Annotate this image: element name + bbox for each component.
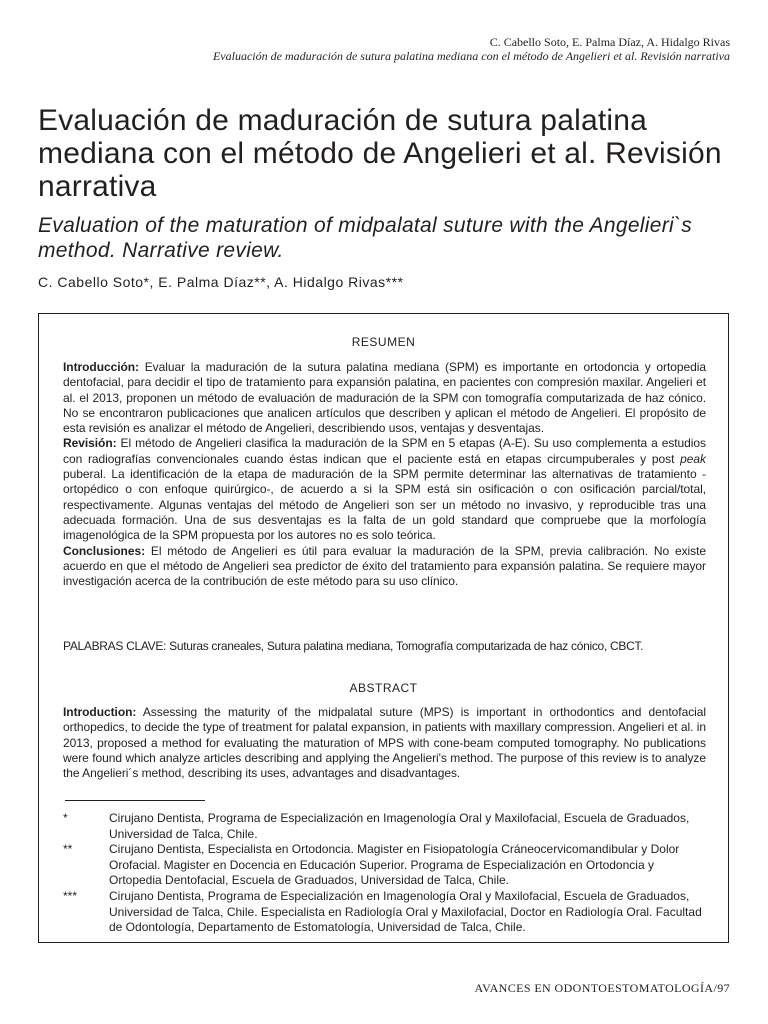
conclusions-label: Conclusiones: (63, 543, 146, 558)
intro-text: Evaluar la maduración de la sutura palatina mediana (SPM) es importante en ortodoncia y ortopedia dentofacial, para decidir el tipo de tratamiento para expansión palatina, en pacientes con compresión maxilar. Angelieri et al. el 2013, proponen un método de evaluación de maduración de la SPM con tomografía computarizada de haz cónico. No se encontraron publicaciones que analicen artículos que describen y aplican el método de Angelieri. El propósito de esta revisión es analizar el método de Angelieri, describiendo usos, ventajas y desventajas. (63, 360, 706, 436)
abstract-heading: ABSTRACT (349, 681, 418, 695)
footnote-1-mark: * (63, 811, 68, 825)
abstract-body (63, 705, 706, 781)
footnote-1-text: Cirujano Dentista, Programa de Especialización en Imagenología Oral y Maxilofacial, Escuela de Graduados, Universidad de Talca, Chile. (109, 811, 690, 841)
review-text-a: El método de Angelieri clasifica la maduración de la SPM en 5 etapas (A-E). Su uso complementa a estudios con radiografías convencionales cuando éstas indican que el paciente está en etapas circumpuberales y post (63, 436, 706, 466)
keywords-label: PALABRAS CLAVE: (63, 639, 167, 653)
page-footer: AVANCES EN ODONTOESTOMATOLOGÍA/97 (474, 981, 730, 995)
conclusions-text: El método de Angelieri es útil para evaluar la maduración de la SPM, previa calibración. No existe acuerdo en que el método de Angelieri sea predictor de éxito del tratamiento para expansión palatina. Se requiere mayor investigación acerca de la contribución de este método para su uso clínico. (63, 543, 706, 589)
author-list: C. Cabello Soto*, E. Palma Díaz**, A. Hidalgo Rivas*** (38, 274, 404, 290)
abstract-intro-text: Assessing the maturity of the midpalatal suture (MPS) is important in orthodontics and dentofacial orthopedics, to decide the type of treatment for palatal expansion, in patients with maxillary compression. Angelieri et al. in 2013, proposed a method for evaluating the maturation of MPS with cone-beam computed tomography. No publications were found which analyze articles describing and applying the Angelieri's method. The purpose of this review is to analyze the Angelieri´s method, describing its uses, advantages and disadvantages. (63, 705, 706, 781)
resumen-body (63, 360, 706, 589)
resumen-heading: RESUMEN (351, 335, 416, 349)
article-subtitle: Evaluation of the maturation of midpalatal suture with the Angelieri`s method. Narrative review. (38, 214, 693, 262)
keywords-text: Suturas craneales, Sutura palatina mediana, Tomografía computarizada de haz cónico, CBCT. (166, 639, 644, 653)
footnote-divider (65, 800, 205, 801)
article-title: Evaluación de maduración de sutura palatina mediana con el método de Angelieri et al. Revisión narrativa (38, 104, 722, 203)
footnote-2-text: Cirujano Dentista, Especialista en Ortodoncia. Magister en Fisiopatología Cráneocervicomandibular y Dolor Orofacial. Magister en Docencia en Educación Superior. Programa de Especialización en Ortodoncia y Ortopedia Dentofacial, Escuela de Graduados, Universidad de Talca, Chile. (109, 842, 680, 887)
running-head (213, 35, 730, 63)
running-head-title: Evaluación de maduración de sutura palatina mediana con el método de Angelieri et al. Revisión narrativa (212, 49, 730, 63)
intro-label: Introducción: (63, 360, 140, 374)
review-text-b: puberal. La identificación de la etapa de maduración de la SPM permite determinar las alternativas de tratamiento -ortopédico o con enfoque quirúrgico-, de acuerdo a si la SPM está sin osificación o con osificación parcial/total, respectivamente. Algunas ventajas del método de Angelieri son ser un método no invasivo, y reproducible tras una adecuada formación. Una de sus desventajas es la falta de un gold standard que compruebe que la morfología imagenológica de la SPM propuesta por los autores no es solo teórica. (63, 467, 706, 543)
review-label: Revisión: (63, 436, 117, 451)
footnote-2-mark: ** (63, 842, 73, 856)
footnote-3-text: Cirujano Dentista, Programa de Especialización en Imagenología Oral y Maxilofacial, Escuela de Graduados, Universidad de Talca, Chile. Especialista en Radiología Oral y Maxilofacial, Doctor en Radiología Oral. Facultad de Odontología, Departamento de Estomatología, Universidad de Talca, Chile. (109, 889, 702, 934)
footnote-3-mark: *** (63, 889, 78, 903)
abstract-box (38, 313, 729, 943)
abstract-intro-label: Introduction: (63, 705, 137, 719)
running-head-authors: C. Cabello Soto, E. Palma Díaz, A. Hidalgo Rivas (489, 35, 730, 49)
keywords (63, 639, 706, 654)
review-peak: peak (680, 451, 706, 466)
